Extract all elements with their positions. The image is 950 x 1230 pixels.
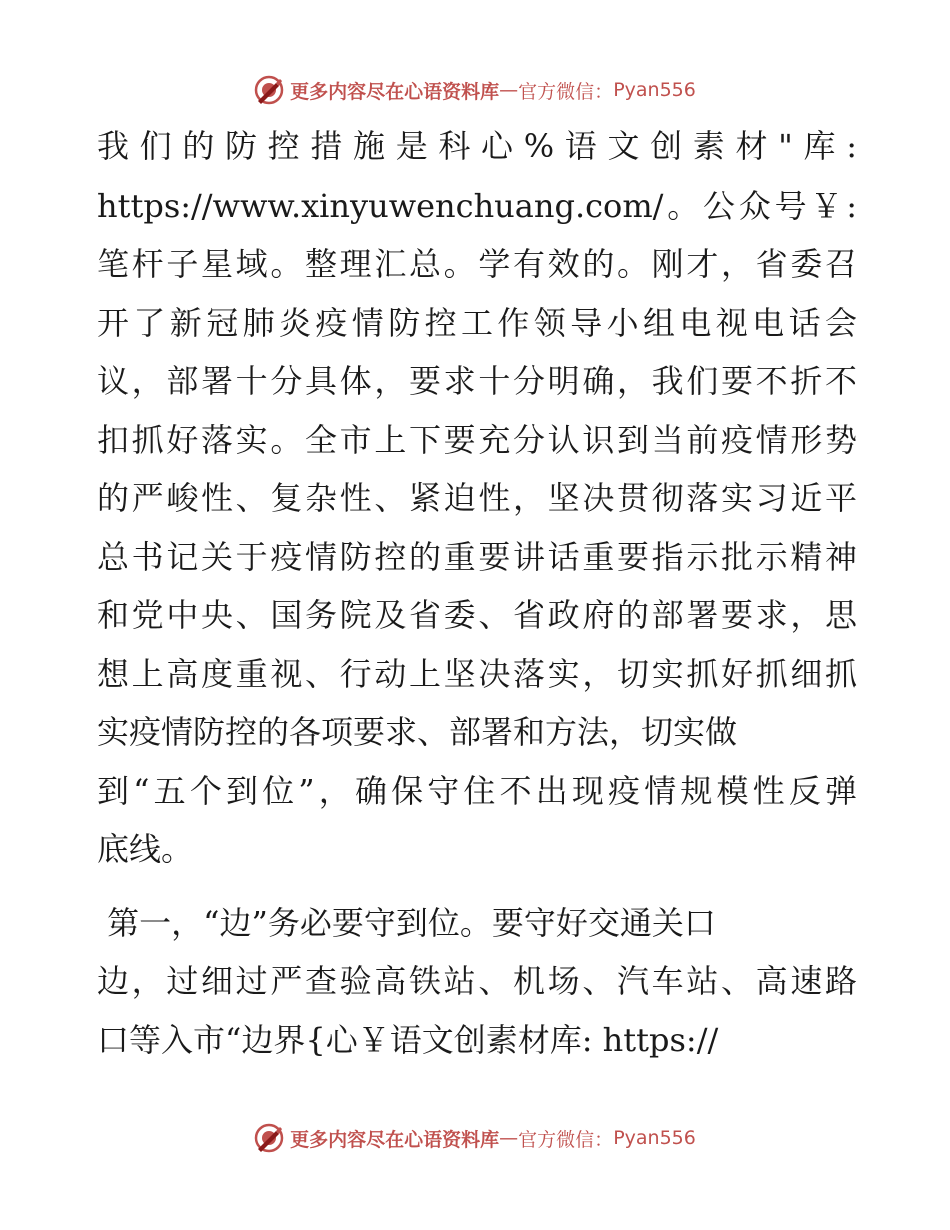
footer-site-text: 更多内容尽在心语资料库 [290, 1128, 500, 1151]
header-wechat-label: 官方微信： [518, 80, 614, 103]
body-line: 总书记关于疫情防控的重要讲话重要指示批示精神 [97, 538, 857, 576]
body-line: 和党中央、国务院及省委、省政府的部署要求，思 [97, 596, 857, 634]
footer-wechat-label: 官方微信： [518, 1128, 614, 1151]
body-line: 扣抓好落实。全市上下要充分认识到当前疫情形势 [97, 421, 857, 459]
pen-logo-icon [254, 1123, 284, 1153]
pen-logo-icon [254, 75, 284, 105]
footer-wechat-id: Pyan556 [613, 1127, 696, 1149]
body-line: 想上高度重视、行动上坚决落实，切实抓好抓细抓 [97, 655, 857, 693]
body-line: 到“五个到位”，确保守住不出现疫情规模性反弹 [97, 772, 857, 810]
footer-banner [0, 1118, 950, 1158]
body-line: 笔杆子星域。整理汇总。学有效的。刚才，省委召 [97, 245, 857, 283]
body-line: 边，过细过严查验高铁站、机场、汽车站、高速路 [97, 962, 857, 1000]
body-line: 议，部署十分具体，要求十分明确，我们要不折不 [97, 362, 857, 400]
body-line: 口等入市“边界{心￥语文创素材库: https:// [97, 1021, 719, 1059]
footer-dash: — [499, 1127, 519, 1149]
body-line: https://www.xinyuwenchuang.com/。公众号￥: [97, 187, 857, 225]
body-line: 的严峻性、复杂性、紧迫性，坚决贯彻落实习近平 [97, 479, 857, 517]
header-dash: — [499, 79, 519, 101]
body-line: 实疫情防控的各项要求、部署和方法，切实做 [97, 713, 738, 751]
body-line: 开了新冠肺炎疫情防控工作领导小组电视电话会 [97, 304, 857, 342]
body-line: 底线。 [97, 830, 194, 868]
body-line: 我们的防控措施是科心%语文创素材"库: [97, 127, 857, 165]
header-wechat-id: Pyan556 [613, 79, 696, 101]
header-banner [0, 70, 950, 110]
header-site-text: 更多内容尽在心语资料库 [290, 80, 500, 103]
body-line: 第一，“边”务必要守到位。要守好交通关口 [97, 904, 716, 942]
